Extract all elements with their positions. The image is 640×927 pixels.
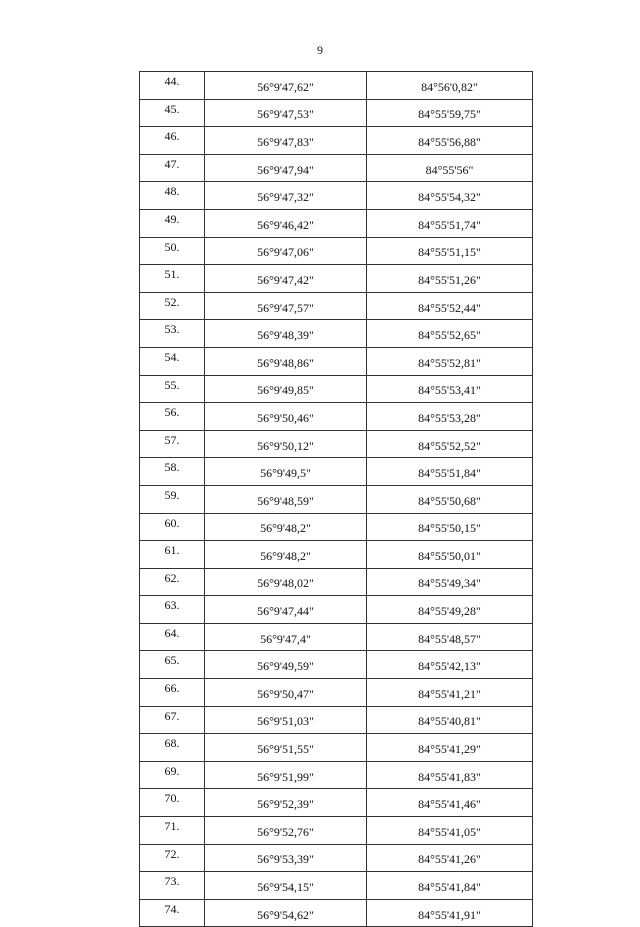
longitude-cell: 84°55'52,81" <box>367 347 533 375</box>
table-row <box>140 679 533 707</box>
latitude-cell: 56°9'49,85" <box>205 375 367 403</box>
table-row <box>140 154 533 182</box>
latitude-cell: 56°9'48,2" <box>205 541 367 569</box>
table-row <box>140 375 533 403</box>
point-number-cell: 50. <box>140 237 205 265</box>
latitude-cell: 56°9'51,03" <box>205 706 367 734</box>
longitude-cell: 84°55'53,28" <box>367 403 533 431</box>
latitude-cell: 56°9'47,32" <box>205 182 367 210</box>
table-row <box>140 541 533 569</box>
point-number-cell: 66. <box>140 679 205 707</box>
table-row <box>140 182 533 210</box>
longitude-cell: 84°55'41,46" <box>367 789 533 817</box>
table-row <box>140 568 533 596</box>
longitude-cell: 84°55'51,15" <box>367 237 533 265</box>
latitude-cell: 56°9'47,4" <box>205 623 367 651</box>
longitude-cell: 84°55'59,75" <box>367 99 533 127</box>
table-row <box>140 458 533 486</box>
longitude-cell: 84°55'41,91" <box>367 899 533 927</box>
latitude-cell: 56°9'46,42" <box>205 209 367 237</box>
table-row <box>140 237 533 265</box>
latitude-cell: 56°9'48,59" <box>205 485 367 513</box>
point-number-cell: 55. <box>140 375 205 403</box>
point-number-cell: 44. <box>140 72 205 100</box>
longitude-cell: 84°55'41,26" <box>367 844 533 872</box>
table-row <box>140 872 533 900</box>
point-number-cell: 59. <box>140 485 205 513</box>
table-row <box>140 347 533 375</box>
point-number-cell: 74. <box>140 899 205 927</box>
table-row <box>140 99 533 127</box>
table-row <box>140 72 533 100</box>
table-row <box>140 899 533 927</box>
longitude-cell: 84°55'41,29" <box>367 734 533 762</box>
latitude-cell: 56°9'47,44" <box>205 596 367 624</box>
longitude-cell: 84°55'41,83" <box>367 761 533 789</box>
point-number-cell: 71. <box>140 817 205 845</box>
table-row <box>140 596 533 624</box>
point-number-cell: 57. <box>140 430 205 458</box>
point-number-cell: 60. <box>140 513 205 541</box>
latitude-cell: 56°9'51,99" <box>205 761 367 789</box>
longitude-cell: 84°55'52,52" <box>367 430 533 458</box>
latitude-cell: 56°9'53,39" <box>205 844 367 872</box>
latitude-cell: 56°9'48,86" <box>205 347 367 375</box>
point-number-cell: 52. <box>140 292 205 320</box>
longitude-cell: 84°55'56,88" <box>367 127 533 155</box>
latitude-cell: 56°9'50,12" <box>205 430 367 458</box>
longitude-cell: 84°55'41,84" <box>367 872 533 900</box>
latitude-cell: 56°9'51,55" <box>205 734 367 762</box>
longitude-cell: 84°55'56" <box>367 154 533 182</box>
point-number-cell: 70. <box>140 789 205 817</box>
table-row <box>140 789 533 817</box>
point-number-cell: 51. <box>140 265 205 293</box>
latitude-cell: 56°9'47,42" <box>205 265 367 293</box>
point-number-cell: 62. <box>140 568 205 596</box>
latitude-cell: 56°9'48,2" <box>205 513 367 541</box>
table-row <box>140 320 533 348</box>
latitude-cell: 56°9'54,62" <box>205 899 367 927</box>
latitude-cell: 56°9'50,47" <box>205 679 367 707</box>
latitude-cell: 56°9'54,15" <box>205 872 367 900</box>
point-number-cell: 45. <box>140 99 205 127</box>
point-number-cell: 68. <box>140 734 205 762</box>
longitude-cell: 84°55'51,26" <box>367 265 533 293</box>
table-row <box>140 706 533 734</box>
point-number-cell: 73. <box>140 872 205 900</box>
latitude-cell: 56°9'48,02" <box>205 568 367 596</box>
longitude-cell: 84°55'42,13" <box>367 651 533 679</box>
longitude-cell: 84°55'48,57" <box>367 623 533 651</box>
latitude-cell: 56°9'52,76" <box>205 817 367 845</box>
longitude-cell: 84°55'54,32" <box>367 182 533 210</box>
table-row <box>140 403 533 431</box>
longitude-cell: 84°55'50,68" <box>367 485 533 513</box>
table-row <box>140 485 533 513</box>
latitude-cell: 56°9'47,06" <box>205 237 367 265</box>
longitude-cell: 84°55'41,21" <box>367 679 533 707</box>
longitude-cell: 84°55'51,84" <box>367 458 533 486</box>
point-number-cell: 47. <box>140 154 205 182</box>
latitude-cell: 56°9'47,62" <box>205 72 367 100</box>
coordinates-table-body <box>140 72 533 927</box>
table-row <box>140 817 533 845</box>
table-row <box>140 734 533 762</box>
latitude-cell: 56°9'52,39" <box>205 789 367 817</box>
longitude-cell: 84°55'41,05" <box>367 817 533 845</box>
point-number-cell: 53. <box>140 320 205 348</box>
point-number-cell: 48. <box>140 182 205 210</box>
table-row <box>140 513 533 541</box>
point-number-cell: 64. <box>140 623 205 651</box>
longitude-cell: 84°56'0,82" <box>367 72 533 100</box>
latitude-cell: 56°9'49,59" <box>205 651 367 679</box>
table-row <box>140 127 533 155</box>
longitude-cell: 84°55'51,74" <box>367 209 533 237</box>
latitude-cell: 56°9'47,83" <box>205 127 367 155</box>
point-number-cell: 65. <box>140 651 205 679</box>
table-row <box>140 292 533 320</box>
point-number-cell: 67. <box>140 706 205 734</box>
table-row <box>140 844 533 872</box>
longitude-cell: 84°55'49,34" <box>367 568 533 596</box>
point-number-cell: 69. <box>140 761 205 789</box>
page-number: 9 <box>317 43 323 57</box>
table-row <box>140 651 533 679</box>
point-number-cell: 61. <box>140 541 205 569</box>
table-row <box>140 209 533 237</box>
table-row <box>140 623 533 651</box>
latitude-cell: 56°9'47,94" <box>205 154 367 182</box>
longitude-cell: 84°55'40,81" <box>367 706 533 734</box>
longitude-cell: 84°55'50,15" <box>367 513 533 541</box>
table-row <box>140 265 533 293</box>
table-row <box>140 430 533 458</box>
point-number-cell: 46. <box>140 127 205 155</box>
longitude-cell: 84°55'52,44" <box>367 292 533 320</box>
point-number-cell: 72. <box>140 844 205 872</box>
longitude-cell: 84°55'50,01" <box>367 541 533 569</box>
latitude-cell: 56°9'49,5" <box>205 458 367 486</box>
point-number-cell: 58. <box>140 458 205 486</box>
longitude-cell: 84°55'52,65" <box>367 320 533 348</box>
table-row <box>140 761 533 789</box>
longitude-cell: 84°55'49,28" <box>367 596 533 624</box>
coordinates-table <box>139 71 533 927</box>
latitude-cell: 56°9'48,39" <box>205 320 367 348</box>
point-number-cell: 54. <box>140 347 205 375</box>
latitude-cell: 56°9'47,53" <box>205 99 367 127</box>
point-number-cell: 63. <box>140 596 205 624</box>
point-number-cell: 49. <box>140 209 205 237</box>
latitude-cell: 56°9'47,57" <box>205 292 367 320</box>
longitude-cell: 84°55'53,41" <box>367 375 533 403</box>
latitude-cell: 56°9'50,46" <box>205 403 367 431</box>
point-number-cell: 56. <box>140 403 205 431</box>
